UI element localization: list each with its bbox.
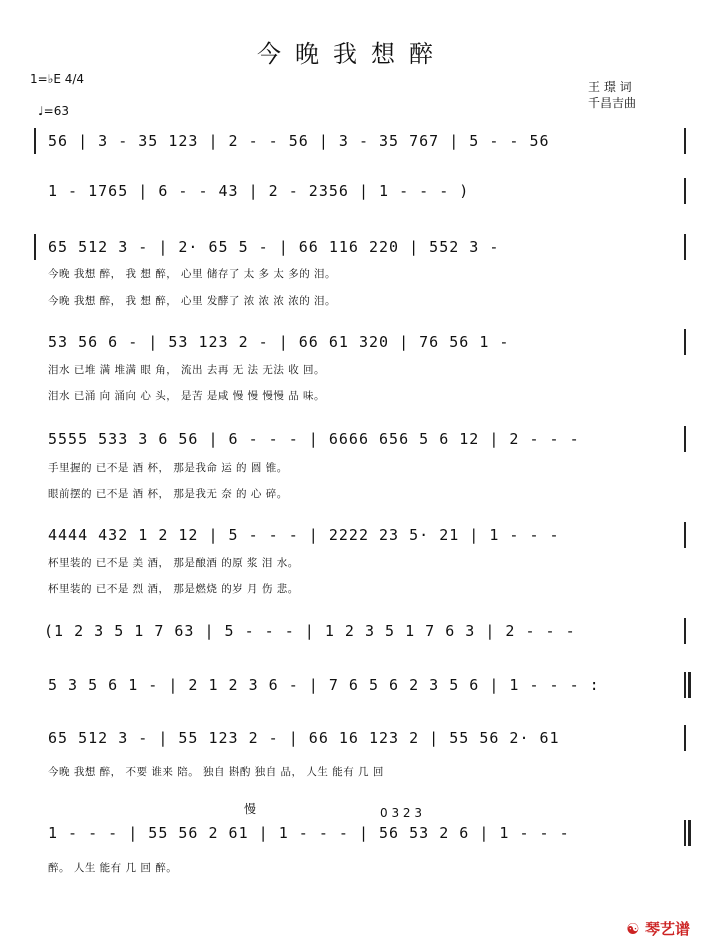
notation-row: 65 512 3 - | 2· 65 5 - | 66 116 220 | 552 3 - [48, 238, 500, 256]
composer: 千昌吉曲 [588, 96, 637, 110]
lyric-line: 眼前摆的 已不是 酒 杯， 那是我无 奈 的 心 碎。 [48, 488, 288, 500]
final-barline [688, 820, 691, 846]
lyric-line: 泪水 已堆 满 堆满 眼 角， 流出 去再 无 法 无法 收 回。 [48, 364, 326, 376]
barline [684, 234, 686, 260]
notation-row: 1 - 1765 | 6 - - 43 | 2 - 2356 | 1 - - - ) [48, 182, 470, 200]
barline [684, 329, 686, 355]
barline [684, 128, 686, 154]
tempo-mark: ♩=63 [38, 104, 69, 118]
lyric-line: 泪水 已涌 向 涌向 心 头， 是苦 是咸 慢 慢 慢慢 品 味。 [48, 390, 326, 402]
barline [34, 128, 36, 154]
barline [684, 178, 686, 204]
barline [684, 618, 686, 644]
barline [684, 426, 686, 452]
ossia-notes: 0 3 2 3 [380, 806, 422, 820]
lyric-line: 今晚 我想 醉， 不要 谁来 陪。 独自 斟酌 独自 品， 人生 能有 几 回 [48, 766, 384, 778]
barline [684, 725, 686, 751]
watermark-logo [626, 918, 690, 939]
barline [684, 820, 686, 846]
lyric-line: 醉。 人生 能有 几 回 醉。 [48, 862, 178, 874]
barline [684, 522, 686, 548]
watermark-icon: ☯ [626, 920, 640, 938]
notation-row: 53 56 6 - | 53 123 2 - | 66 61 320 | 76 56 1 - [48, 333, 510, 351]
lyricist: 王 璟 词 [588, 80, 632, 94]
lyric-line: 手里握的 已不是 酒 杯， 那是我命 运 的 圆 锥。 [48, 462, 288, 474]
lyric-line: 杯里装的 已不是 美 酒， 那是酿酒 的原 浆 泪 水。 [48, 557, 299, 569]
barline [684, 672, 686, 698]
barline [34, 234, 36, 260]
lyric-line: 今晚 我想 醉， 我 想 醉， 心里 储存了 太 多 太 多的 泪。 [48, 268, 337, 280]
watermark-text: 琴艺谱 [644, 920, 690, 938]
repeat-end-barline [688, 672, 691, 698]
key-signature: 1=♭E 4/4 [30, 72, 85, 86]
notation-row: 4444 432 1 2 12 | 5 - - - | 2222 23 5· 21 | 1 - - - [48, 526, 560, 544]
page-title: 今晚我想醉 [257, 40, 447, 68]
lyric-line: 杯里装的 已不是 烈 酒， 那是燃烧 的岁 月 伤 悲。 [48, 583, 299, 595]
notation-row: 1 - - - | 55 56 2 61 | 1 - - - | 56 53 2 6 | 1 - - - [48, 824, 570, 842]
notation-row: (1 2 3 5 1 7 63 | 5 - - - | 1 2 3 5 1 7 6 3 | 2 - - - [44, 622, 576, 640]
lyric-line: 今晚 我想 醉， 我 想 醉， 心里 发酵了 浓 浓 浓 浓的 泪。 [48, 295, 337, 307]
notation-row: 5555 533 3 6 56 | 6 - - - | 6666 656 5 6 12 | 2 - - - [48, 430, 580, 448]
notation-row: 56 | 3 - 35 123 | 2 - - 56 | 3 - 35 767 | 5 - - 56 [48, 132, 550, 150]
slow-mark: 慢 [244, 802, 257, 816]
notation-row: 5 3 5 6 1 - | 2 1 2 3 6 - | 7 6 5 6 2 3 5 6 | 1 - - - : [48, 676, 600, 694]
notation-row: 65 512 3 - | 55 123 2 - | 66 16 123 2 | 55 56 2· 61 [48, 729, 560, 747]
